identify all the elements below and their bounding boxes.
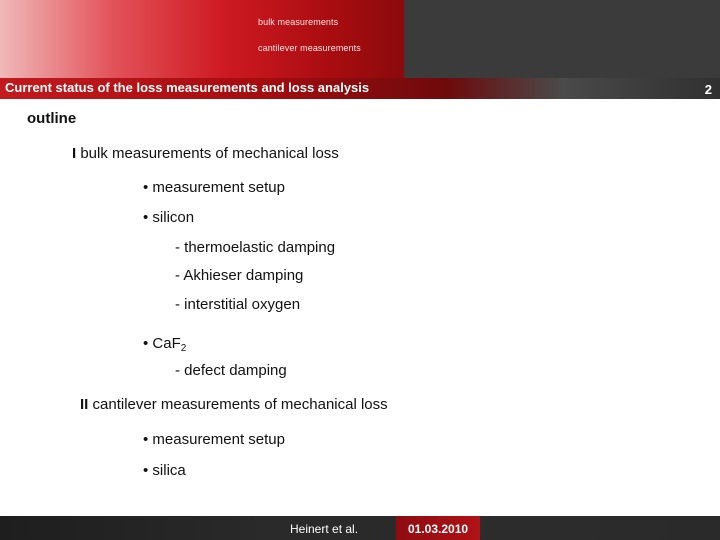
list-item-measurement-setup-2: • measurement setup bbox=[143, 431, 285, 448]
list-item-measurement-setup-1: • measurement setup bbox=[143, 179, 285, 196]
footer-author-box bbox=[276, 516, 396, 540]
section-2-heading bbox=[80, 396, 388, 413]
header-dark-panel bbox=[404, 0, 720, 78]
nav-link-bulk-measurements[interactable]: bulk measurements bbox=[258, 17, 339, 27]
slide-title: Current status of the loss measurements and loss analysis bbox=[5, 80, 370, 95]
sub-item-defect-damping: - defect damping bbox=[175, 362, 287, 379]
footer-date: 01.03.2010 bbox=[408, 522, 469, 536]
header-red-banner bbox=[0, 0, 404, 78]
sub-item-interstitial-oxygen: - interstitial oxygen bbox=[175, 296, 301, 313]
section-1-heading bbox=[72, 145, 339, 162]
sub-item-thermoelastic-damping: - thermoelastic damping bbox=[175, 239, 336, 256]
outline-heading: outline bbox=[27, 110, 77, 127]
nav-link-cantilever-measurements[interactable]: cantilever measurements bbox=[258, 43, 361, 53]
list-item-caf2 bbox=[143, 335, 186, 354]
footer-date-box bbox=[396, 516, 480, 540]
section-2-label: cantilever measurements of mechanical loss bbox=[92, 396, 388, 413]
footer-author: Heinert et al. bbox=[290, 522, 359, 536]
page-number: 2 bbox=[704, 82, 712, 97]
caf2-subscript: 2 bbox=[180, 343, 187, 354]
sub-item-akhieser-damping: - Akhieser damping bbox=[175, 267, 304, 284]
section-1-numeral: I bbox=[72, 145, 77, 162]
caf2-prefix: • Ca bbox=[143, 335, 172, 352]
caf2-element: F bbox=[171, 335, 181, 352]
section-2-numeral: II bbox=[80, 396, 89, 413]
section-1-label: bulk measurements of mechanical loss bbox=[80, 145, 339, 162]
list-item-silicon: • silicon bbox=[143, 209, 195, 226]
list-item-silica: • silica bbox=[143, 462, 186, 479]
